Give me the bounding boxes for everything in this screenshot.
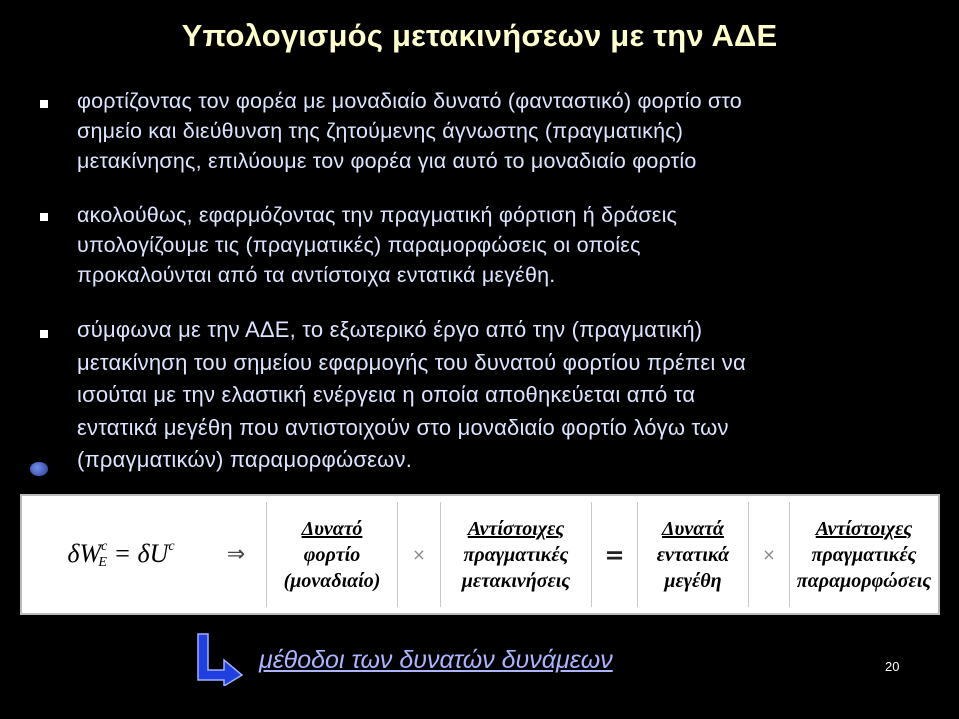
bullet-marker (40, 330, 48, 338)
times-sign: × (762, 545, 776, 564)
term-virtual-load: Δυνατό φορτίο (μοναδιαίο) (283, 517, 381, 592)
virtual-forces-method-link[interactable]: μέθοδοι των δυνατών δυνάμεων (259, 646, 613, 674)
bullet-line: εντατικά μεγέθη που αντιστοιχούν στο μοναδιαίο φορτίο λόγω των (77, 414, 729, 440)
bullet-line: ακολούθως, εφαρμόζοντας την πραγματική φόρτιση ή δράσεις (77, 203, 678, 227)
term-virtual-internal-forces: Δυνατά εντατικά μεγέθη (656, 517, 730, 592)
decorative-sphere-icon (30, 462, 48, 476)
bullet-line: ισούται με την ελαστική ενέργεια η οποία αποθηκεύεται από τα (77, 382, 696, 407)
bullet-text (77, 314, 746, 477)
bullet-text (77, 200, 677, 290)
slide-title: Υπολογισμός μετακινήσεων με την ΑΔΕ (181, 18, 778, 53)
formula-panel (20, 494, 940, 615)
term-real-displacements: Αντίστοιχες πραγματικές μετακινήσεις (461, 517, 571, 592)
formula-lhs (36, 496, 206, 613)
times-cell (749, 496, 789, 613)
page-number: 20 (885, 659, 900, 674)
bullet-line: σύμφωνα με την ΑΔΕ, το εξωτερικό έργο από την (πραγματική) (77, 317, 703, 342)
bullet-line: υπολογίζουμε τις (πραγματικές) παραμορφώσεις οι οποίες (77, 233, 641, 257)
bullet-text (77, 86, 742, 176)
work-energy-equation: $\delta W^c_E = \delta U^c$ (67, 538, 175, 570)
turn-right-arrow-icon (194, 632, 244, 686)
equals-sign: = (604, 540, 625, 569)
implies-cell (206, 496, 266, 613)
equals-cell (592, 496, 637, 613)
implies-arrow-icon: ⇒ (226, 542, 246, 567)
bullet-line: φορτίζοντας τον φορέα με μοναδιαίο δυνατό (φανταστικό) φορτίο στο (77, 89, 742, 113)
term-real-deformations: Αντίστοιχες πραγματικές παραμορφώσεις (796, 517, 932, 592)
bullet-marker (40, 100, 48, 108)
times-cell (398, 496, 440, 613)
bullet-line: μετακίνηση του σημείου εφαρμογής του δυνατού φορτίου πρέπει να (77, 349, 746, 375)
bullet-line: μετακίνησης, επιλύουμε τον φορέα για αυτό το μοναδιαίο φορτίο (77, 149, 697, 173)
times-sign: × (412, 545, 426, 564)
bullet-line: προκαλούνται από τα αντίστοιχα εντατικά μεγέθη. (77, 263, 556, 287)
bullet-marker (40, 213, 48, 221)
bullet-line: σημείο και διεύθυνση της ζητούμενης άγνωστης (πραγματικής) (77, 119, 684, 143)
bullet-line: (πραγματικών) παραμορφώσεων. (77, 447, 413, 472)
